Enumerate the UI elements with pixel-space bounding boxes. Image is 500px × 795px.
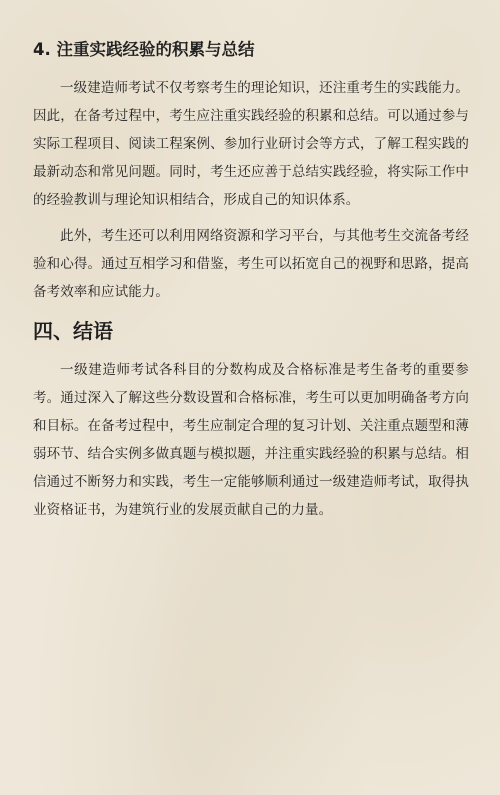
section-4-paragraph-1: 一级建造师考试不仅考察考生的理论知识，还注重考生的实践能力。因此，在备考过程中，考生应注重实践经验的积累和总结。可以通过参与实际工程项目、阅读工程案例、参加行业研讨会等方式，了解工程实践的最新动态和常见问题。同时，考生还应善于总结实践经验，将实际工作中的经验教训与理论知识相结合，形成自己的知识体系。 (33, 80, 469, 208)
section-4-heading: 4. 注重实践经验的积累与总结 (33, 40, 255, 59)
section-4-paragraph-2: 此外，考生还可以利用网络资源和学习平台，与其他考生交流备考经验和心得。通过互相学习和借鉴，考生可以拓宽自己的视野和思路，提高备考效率和应试能力。 (33, 228, 469, 300)
conclusion-heading: 四、结语 (33, 319, 113, 343)
conclusion-paragraph: 一级建造师考试各科目的分数构成及合格标准是考生备考的重要参考。通过深入了解这些分数设置和合格标准，考生可以更加明确备考方向和目标。在备考过程中，考生应制定合理的复习计划、关注重点题型和薄弱环节、结合实例多做真题与模拟题，并注重实践经验的积累与总结。相信通过不断努力和实践，考生一定能够顺利通过一级建造师考试，取得执业资格证书，为建筑行业的发展贡献自己的力量。 (33, 362, 469, 518)
document-page (33, 38, 469, 532)
